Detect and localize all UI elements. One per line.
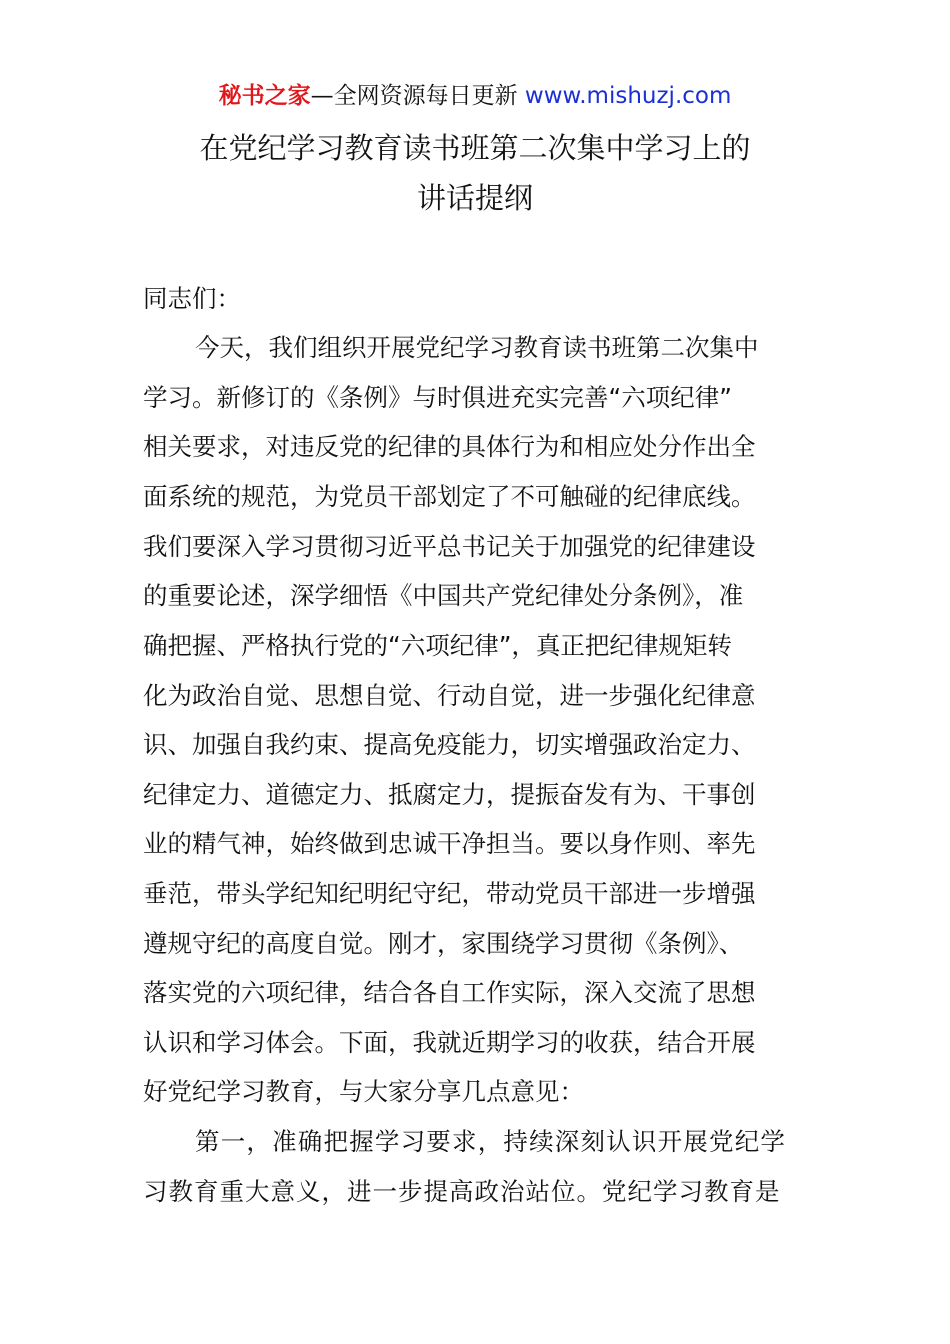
paragraph-1-line: 落实党的六项纪律，结合各自工作实际，深入交流了思想 (143, 978, 756, 1007)
paragraph-2-line: 第一，准确把握学习要求，持续深刻认识开展党纪学 (195, 1127, 787, 1156)
paragraph-1-line: 学习。新修订的《条例》与时俱进充实完善“六项纪律” (143, 383, 732, 412)
paragraph-1-line: 我们要深入学习贯彻习近平总书记关于加强党的纪律建设 (143, 532, 756, 561)
paragraph-2-line: 习教育重大意义，进一步提高政治站位。党纪学习教育是 (143, 1177, 781, 1206)
site-url-link[interactable]: www.mishuzj.com (524, 83, 732, 109)
paragraph-1-line: 今天，我们组织开展党纪学习教育读书班第二次集中 (195, 333, 759, 362)
paragraph-1-line: 好党纪学习教育，与大家分享几点意见： (143, 1077, 584, 1106)
site-tagline: —全网资源每日更新 (310, 83, 525, 109)
paragraph-1-line: 相关要求，对违反党的纪律的具体行为和相应处分作出全 (143, 432, 756, 461)
paragraph-1-line: 的重要论述，深学细悟《中国共产党纪律处分条例》，准 (143, 581, 744, 610)
paragraph-1-line: 识、加强自我约束、提高免疫能力，切实增强政治定力、 (143, 730, 756, 759)
document-title-line-1: 在党纪学习教育读书班第二次集中学习上的 (199, 131, 751, 165)
paragraph-1-line: 纪律定力、道德定力、抵腐定力，提振奋发有为、干事创 (143, 780, 756, 809)
paragraph-1-line: 面系统的规范，为党员干部划定了不可触碰的纪律底线。 (143, 482, 756, 511)
paragraph-1-line: 认识和学习体会。下面，我就近期学习的收获，结合开展 (143, 1028, 756, 1057)
document-title-line-2: 讲话提纲 (416, 181, 533, 215)
paragraph-1-line: 确把握、严格执行党的“六项纪律”，真正把纪律规矩转 (143, 631, 732, 660)
site-brand: 秘书之家 (218, 83, 311, 109)
site-header (0, 80, 950, 112)
paragraph-1-line: 化为政治自觉、思想自觉、行动自觉，进一步强化纪律意 (143, 681, 756, 710)
paragraph-1-line: 垂范，带头学纪知纪明纪守纪，带动党员干部进一步增强 (143, 879, 756, 908)
salutation: 同志们： (143, 284, 241, 313)
paragraph-1-line: 遵规守纪的高度自觉。刚才，家围绕学习贯彻《条例》、 (143, 929, 744, 958)
paragraph-1-line: 业的精气神，始终做到忠诚干净担当。要以身作则、率先 (143, 829, 756, 858)
